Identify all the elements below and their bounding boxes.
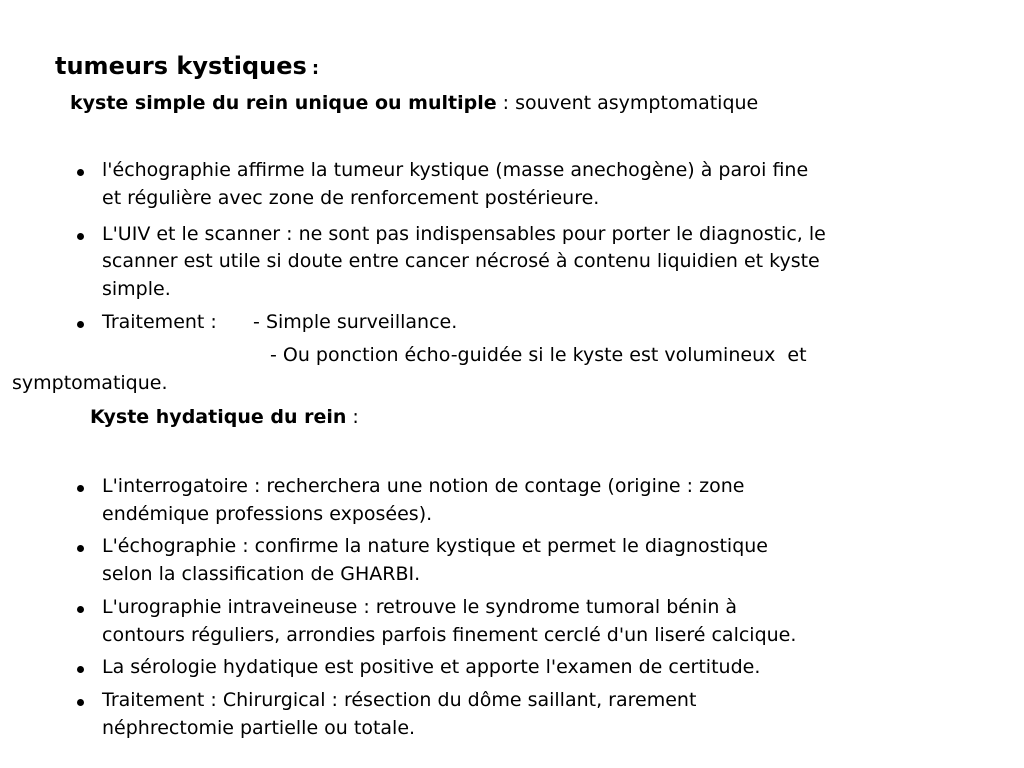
list-item-line: et régulière avec zone de renforcement postérieure. <box>102 187 600 209</box>
section1-heading <box>70 94 758 113</box>
section2-heading <box>90 408 359 427</box>
list-item-line: L'interrogatoire : recherchera une notion de contage (origine : zone <box>102 475 745 497</box>
bullet-dot <box>77 169 84 176</box>
list-item-line: La sérologie hydatique est positive et apporte l'examen de certitude. <box>102 656 761 678</box>
section2-heading-bold: Kyste hydatique du rein <box>90 406 347 428</box>
bullet-dot <box>77 545 84 552</box>
continuation-line: - Ou ponction écho-guidée si le kyste est volumineux et <box>270 344 807 366</box>
list-item-line: Traitement : - Simple surveillance. <box>102 311 458 333</box>
list-item-line: endémique professions exposées). <box>102 503 433 525</box>
section1-heading-bold: kyste simple du rein unique ou multiple <box>70 92 497 114</box>
section2-heading-suffix: : <box>346 406 359 428</box>
title-colon: : <box>311 58 320 79</box>
list-item-line: scanner est utile si doute entre cancer nécrosé à contenu liquidien et kyste <box>102 250 820 272</box>
list-item-line: L'UIV et le scanner : ne sont pas indispensables pour porter le diagnostic, le <box>102 223 826 245</box>
list-item-line: l'échographie affirme la tumeur kystique (masse anechogène) à paroi fine <box>102 159 809 181</box>
bullet-dot <box>77 606 84 613</box>
list-item-line: L'échographie : confirme la nature kystique et permet le diagnostique <box>102 535 768 557</box>
bullet-dot <box>77 233 84 240</box>
bullet-dot <box>77 321 84 328</box>
list-item-line: simple. <box>102 278 171 300</box>
list-item-line: Traitement : Chirurgical : résection du dôme saillant, rarement <box>102 689 697 711</box>
list-item-line: selon la classification de GHARBI. <box>102 563 421 585</box>
bullet-dot <box>77 666 84 673</box>
list-item-line: néphrectomie partielle ou totale. <box>102 717 416 739</box>
list-item-line: L'urographie intraveineuse : retrouve le syndrome tumoral bénin à <box>102 596 738 618</box>
list-item-line: contours réguliers, arrondies parfois finement cerclé d'un liseré calcique. <box>102 624 797 646</box>
continuation-line: symptomatique. <box>12 372 168 394</box>
bullet-dot <box>77 699 84 706</box>
section1-heading-suffix: : souvent asymptomatique <box>496 92 759 114</box>
slide-title <box>55 54 319 78</box>
title-text: tumeurs kystiques <box>55 52 307 80</box>
bullet-dot <box>77 485 84 492</box>
